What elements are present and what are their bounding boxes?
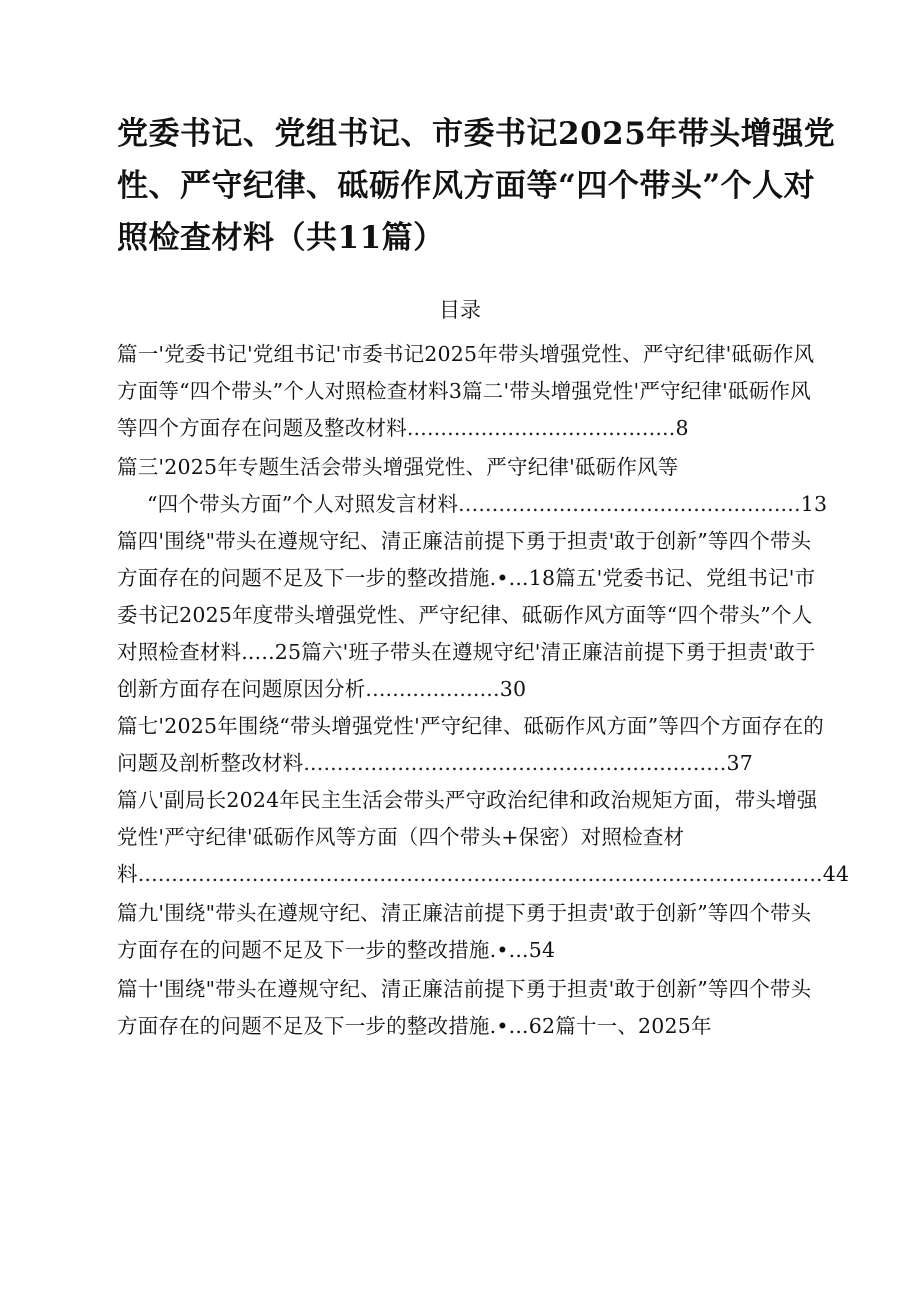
toc-entry-4 [117, 523, 829, 708]
dot-leader: .................... [365, 677, 500, 701]
toc-entry-text: 篇四'围绕"带头在遵规守纪、清正廉洁前提下勇于担责'敢于创新”等四个带头方面存在的问题不足及下一步的整改措施.•...18篇五'党委书记、党组书记'市委书记2025年度带头增强党性、严守纪律、砥砺作风方面等“四个带头”个人对照检查材料.....25篇六'班子带头在遵规守纪'清正廉洁前提下勇于担责'敢于创新方面存在问题原因分析 [117, 529, 816, 701]
toc-entry-9 [117, 895, 829, 969]
toc-entry-text: 篇一'党委书记'党组书记'市委书记2025年带头增强党性、严守纪律'砥砺作风方面等“四个带头”个人对照检查材料3篇二'带头增强党性'严守纪律'砥砺作风等四个方面存在问题及整改材料 [117, 342, 815, 440]
toc-page-number: 37 [726, 751, 753, 775]
dot-leader: ................................................... [458, 492, 801, 516]
toc-entry-8 [117, 782, 850, 893]
toc-entry-text: 篇八'副局长2024年民主生活会带头严守政治纪律和政治规矩方面，带头增强党性'严守纪律'砥砺作风等方面（四个带头+保密）对照检查材料 [117, 788, 818, 886]
toc-entry-text: 篇七'2025年围绕“带头增强党性'严守纪律、砥砺作风方面”等四个方面存在的问题及剖析整改材料 [117, 714, 825, 775]
dot-leader: ...................................................................................................... [137, 862, 823, 886]
dot-leader: ........................................ [406, 416, 676, 440]
dot-leader: ............................................................... [303, 751, 727, 775]
toc-entry-text: 篇三'2025年专题生活会带头增强党性、严守纪律'砥砺作风等 [117, 455, 679, 479]
document-title: 党委书记、党组书记、市委书记2025年带头增强党性、严守纪律、砥砺作风方面等“四个带头”个人对照检查材料（共11篇） [117, 116, 836, 256]
toc-entry-text: 篇九'围绕"带头在遵规守纪、清正廉洁前提下勇于担责'敢于创新”等四个带头方面存在的问题不足及下一步的整改措施.•...54 [117, 901, 812, 962]
toc-page-number: 44 [822, 862, 850, 886]
toc-entry-3 [117, 449, 829, 486]
toc-page-number: 8 [675, 416, 689, 440]
toc-entry-text: “四个带头方面”个人对照发言材料 [147, 492, 459, 516]
toc-entry-1 [117, 336, 829, 447]
toc-page-number: 30 [499, 677, 527, 701]
toc-entry-3-continued [117, 486, 829, 523]
toc-page-number: 13 [800, 492, 828, 516]
toc-entry-text: 篇十'围绕"带头在遵规守纪、清正廉洁前提下勇于担责'敢于创新”等四个带头方面存在的问题不足及下一步的整改措施.•...62篇十一、2025年 [117, 977, 812, 1038]
toc-entry-10 [117, 971, 829, 1045]
table-of-contents [117, 336, 850, 1045]
toc-heading: 目录 [439, 298, 481, 322]
toc-entry-7 [117, 708, 829, 782]
